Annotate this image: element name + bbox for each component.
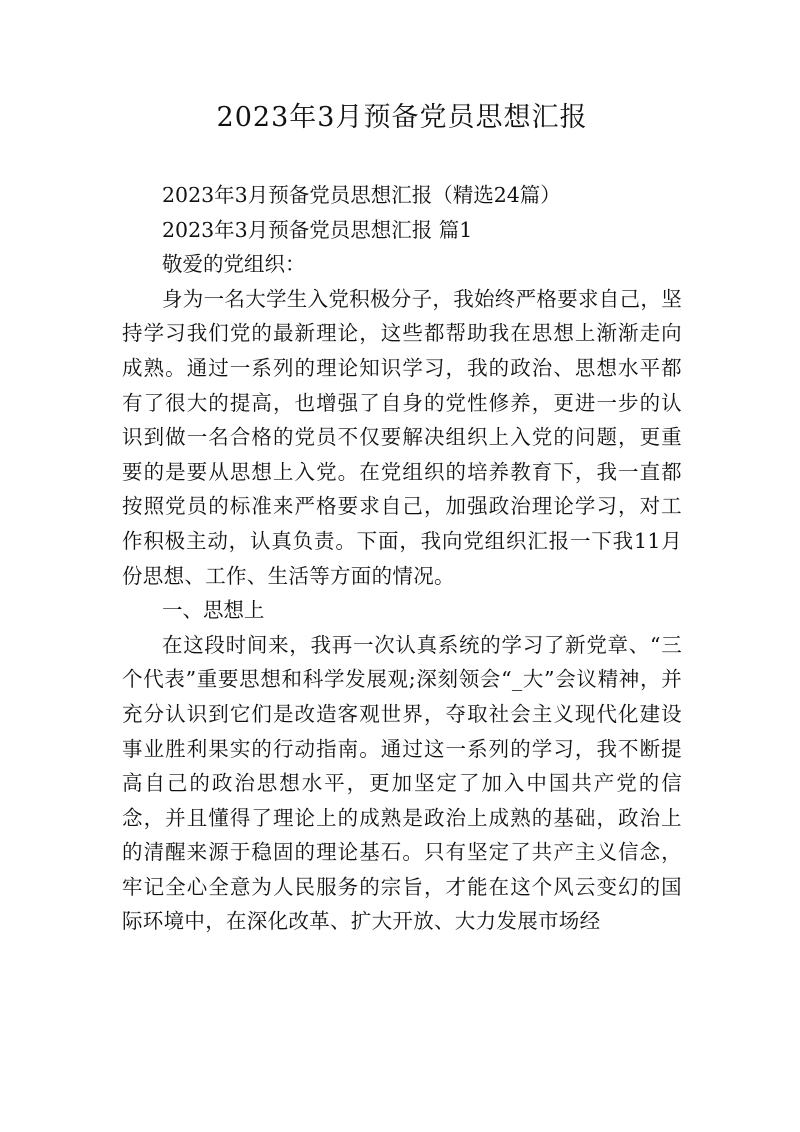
- paragraph-1: 身为一名大学生入党积极分子，我始终严格要求自己，坚持学习我们党的最新理论，这些都帮助我在思想上渐渐走向成熟。通过一系列的理论知识学习，我的政治、思想水平都有了很大的提高，也增强了自身的党性修养，更进一步的认识到做一名合格的党员不仅要解决组织上入党的问题，更重要的是要从思想上入党。在党组织的培养教育下，我一直都按照党员的标准来严格要求自己，加强政治理论学习，对工作积极主动，认真负责。下面，我向党组织汇报一下我11月份思想、工作、生活等方面的情况。: [122, 286, 682, 588]
- salutation: 敬爱的党组织：: [162, 252, 306, 277]
- document-subtitle: 2023年3月预备党员思想汇报（精选24篇）: [162, 183, 561, 207]
- paragraph-2: 在这段时间来，我再一次认真系统的学习了新党章、“三个代表”重要思想和科学发展观;深刻领会“_大”会议精神，并充分认识到它们是改造客观世界，夺取社会主义现代化建设事业胜利果实的行动指南。通过这一系列的学习，我不断提高自己的政治思想水平，更加坚定了加入中国共产党的信念，并且懂得了理论上的成熟是政治上成熟的基础，政治上的清醒来源于稳固的理论基石。只有坚定了共产主义信念，牢记全心全意为人民服务的宗旨，才能在这个风云变幻的国际环境中，在深化改革、扩大开放、大力发展市场经: [122, 632, 682, 934]
- heading-thought: 一、思想上: [162, 598, 265, 623]
- document-body: [122, 178, 682, 939]
- document-title: 2023年3月预备党员思想汇报: [216, 102, 588, 133]
- section-heading: 2023年3月预备党员思想汇报 篇1: [162, 217, 473, 242]
